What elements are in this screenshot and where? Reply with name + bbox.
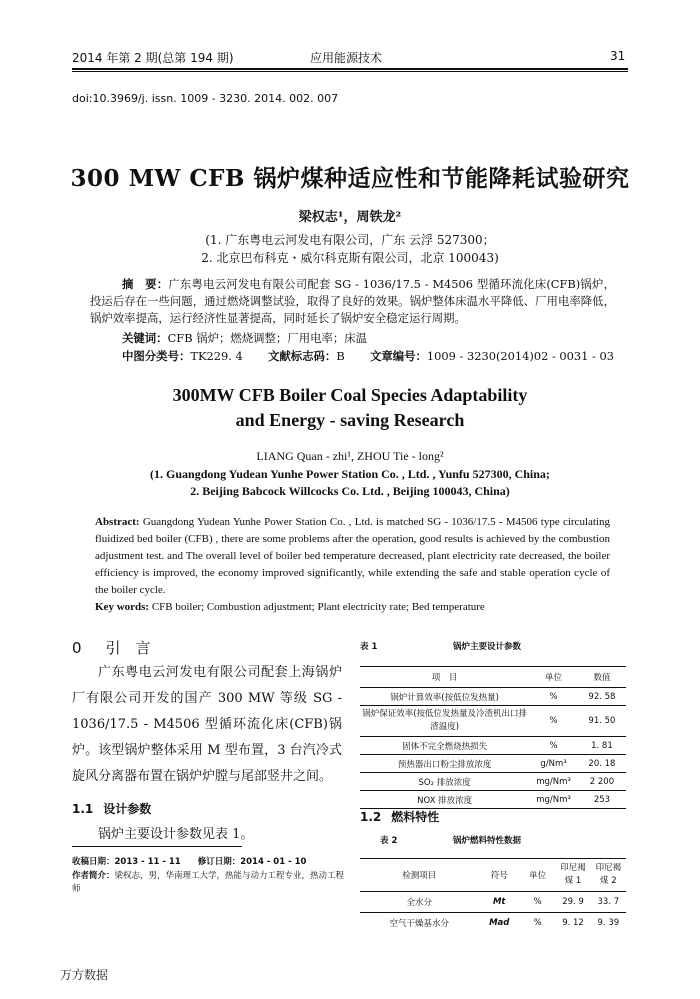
section-0-title: 引 言	[105, 639, 151, 657]
table-1-col-value: 数值	[593, 673, 611, 683]
table-2-col-item: 检测项目	[402, 871, 437, 881]
table-cell: 253	[593, 794, 611, 805]
abstract-en-label: Abstract:	[95, 516, 140, 528]
header-rule	[72, 68, 628, 70]
footnote-rule	[72, 846, 242, 847]
author-bio-text: 梁权志，男，华南理工大学，热能与动力工程专业，热动工程师	[72, 871, 345, 894]
table-cell: %	[549, 740, 558, 751]
table-cell: 空气干燥基水分	[389, 919, 449, 929]
journal-name: 应用能源技术	[310, 51, 383, 65]
doc-code-value: B	[336, 349, 345, 363]
keywords-cn	[90, 330, 615, 347]
keywords-en-label: Key words:	[95, 601, 150, 613]
table-2-label: 表 2	[380, 836, 398, 846]
keywords-cn-label: 关键词：	[122, 331, 168, 345]
table-cell: 2 200	[589, 776, 615, 787]
table-row	[360, 706, 626, 737]
table-cell: %	[549, 716, 558, 726]
author-bio-label: 作者简介：	[72, 871, 115, 881]
article-no-label: 文章编号：	[369, 349, 427, 363]
abstract-en-text: Guangdong Yudean Yunhe Power Station Co. , Ltd. is matched SG - 1036/17.5 - M4506 type circulating fluidized bed boiler (CFB) , there are some problems after the operation, good results is achieved by the combustion adjustment test. and The overall level of boiler bed temperature decreased, plant electricity rate decreased, the boiler efficiency is improved, the economy improved significantly, while extending the safe and stable operation cycle of the boiler cycle.	[95, 516, 610, 596]
table-1-col-unit: 单位	[545, 673, 563, 683]
section-0-heading	[72, 637, 151, 658]
received-dates: 收稿日期：2013 - 11 - 11 修订日期：2014 - 01 - 10	[72, 857, 307, 867]
table-cell: 33. 7	[597, 897, 620, 907]
table-cell: 29. 9	[562, 897, 584, 907]
table-cell: mg/Nm³	[536, 794, 571, 805]
table-2	[360, 858, 626, 933]
section-1-1-paragraph: 锅炉主要设计参数见表 1。	[98, 827, 254, 842]
author-bio	[72, 870, 347, 896]
table-cell: 全水分	[406, 898, 432, 908]
table-1-caption	[360, 640, 625, 652]
table-cell: 锅炉保证效率(按低位发热量及冷渣机出口排渣温度)	[362, 709, 528, 732]
authors-cn: 梁权志¹，周铁龙²	[298, 210, 402, 225]
table-2-col-coal-2: 印尼褐煤 2	[595, 863, 622, 886]
table-row	[360, 892, 626, 913]
doc-code-label: 文献标志码：	[267, 349, 337, 363]
watermark: 万方数据	[60, 968, 109, 982]
table-cell: 20. 18	[588, 758, 616, 769]
clc-label: 中图分类号：	[122, 349, 191, 363]
table-1	[360, 666, 626, 809]
table-cell: 9. 12	[562, 918, 584, 928]
table-cell: 固体不完全燃烧热损失	[402, 741, 488, 752]
table-row	[360, 688, 626, 706]
table-1-label: 表 1	[360, 642, 378, 652]
table-row	[360, 913, 626, 934]
authors-en: LIANG Quan - zhi¹, ZHOU Tie - long²	[256, 449, 444, 463]
section-1-1-heading	[72, 800, 151, 817]
abstract-cn	[90, 276, 615, 327]
section-0-paragraph: 广东粤电云河发电有限公司配套上海锅炉厂有限公司开发的国产 300 MW 等级 SG - 1036/17.5 - M4506 型循环流化床(CFB)锅炉。该型锅炉整体采用 M 型布置，3 台汽冷式旋风分离器布置在锅炉炉膛与尾部竖井之间。	[72, 665, 342, 784]
affiliation-en-2: 2. Beijing Babcock Willcocks Co. Ltd. , Beijing 100043, China)	[190, 484, 510, 498]
table-cell: %	[533, 918, 542, 928]
table-row	[360, 737, 626, 755]
table-2-header-row	[360, 859, 626, 892]
table-2-caption	[380, 834, 625, 846]
header-rule-thin	[72, 71, 628, 72]
table-cell: g/Nm³	[540, 758, 567, 769]
table-row	[360, 773, 626, 791]
table-2-title: 锅炉燃料特性数据	[453, 836, 522, 846]
affiliation-cn-2: 2. 北京巴布科克・威尔科克斯有限公司，北京 100043)	[201, 251, 499, 265]
abstract-cn-text: 广东粤电云河发电有限公司配套 SG - 1036/17.5 - M4506 型循环流化床(CFB)锅炉，投运后存在一些问题，通过燃烧调整试验，取得了良好的效果。锅炉整体床温水平降低、厂用电率降低，锅炉效率提高，运行经济性显著提高，同时延长了锅炉安全稳定运行周期。	[90, 277, 615, 325]
doi: doi:10.3969/j. issn. 1009 - 3230. 2014. 002. 007	[72, 92, 339, 105]
keywords-en	[95, 599, 610, 616]
journal-issue: 2014 年第 2 期(总第 194 期)	[72, 51, 234, 65]
table-row	[360, 755, 626, 773]
clc-value: TK229. 4	[190, 349, 243, 363]
table-2-col-symbol: 符号	[490, 871, 508, 881]
section-1-2-heading	[360, 808, 439, 825]
affiliation-cn-1: (1. 广东粤电云河发电有限公司，广东 云浮 527300；	[205, 233, 495, 247]
paper-title-en-2: and Energy - saving Research	[235, 410, 465, 430]
table-cell: NOX 排放浓度	[417, 795, 473, 806]
table-1-col-item: 项 目	[431, 673, 458, 683]
keywords-en-text: CFB boiler; Combustion adjustment; Plant electricity rate; Bed temperature	[149, 601, 485, 613]
section-1-1-title: 设计参数	[103, 802, 152, 816]
table-1-title: 锅炉主要设计参数	[453, 642, 522, 652]
section-1-1-number: 1.1	[72, 802, 94, 816]
table-cell: 9. 39	[597, 918, 620, 928]
table-cell: 1. 81	[591, 740, 613, 751]
keywords-cn-text: CFB 锅炉；燃烧调整；厂用电率；床温	[167, 331, 368, 345]
table-cell: SO₂ 排放浓度	[418, 777, 471, 788]
table-row	[360, 791, 626, 809]
table-cell: 预热器出口粉尘排放浓度	[397, 759, 492, 770]
abstract-en	[95, 514, 610, 599]
table-cell: Mt	[492, 897, 506, 907]
table-cell: 锅炉计算效率(按低位发热量)	[390, 692, 499, 703]
table-2-col-unit: 单位	[529, 871, 547, 881]
table-cell: 92. 58	[588, 691, 616, 702]
affiliation-en-1: (1. Guangdong Yudean Yunhe Power Station Co. , Ltd. , Yunfu 527300, China;	[150, 467, 550, 481]
article-no-value: 1009 - 3230(2014)02 - 0031 - 03	[426, 349, 615, 363]
classification-line	[90, 348, 615, 365]
table-cell: %	[549, 691, 558, 702]
table-cell: mg/Nm³	[536, 776, 571, 787]
table-2-col-coal-1: 印尼褐煤 1	[560, 863, 586, 886]
section-1-2-title: 燃料特性	[391, 810, 440, 824]
paper-title-en-1: 300MW CFB Boiler Coal Species Adaptability	[172, 385, 528, 405]
section-0-number: 0	[72, 639, 82, 657]
section-1-2-number: 1.2	[360, 810, 382, 824]
table-1-header-row	[360, 667, 626, 688]
page-number: 31	[610, 49, 626, 63]
table-cell: %	[533, 897, 542, 907]
paper-title-cn: 300 MW CFB 锅炉煤种适应性和节能降耗试验研究	[70, 165, 630, 192]
table-cell: Mad	[489, 918, 510, 928]
table-cell: 91. 50	[588, 716, 616, 726]
abstract-cn-label: 摘 要：	[122, 277, 169, 291]
